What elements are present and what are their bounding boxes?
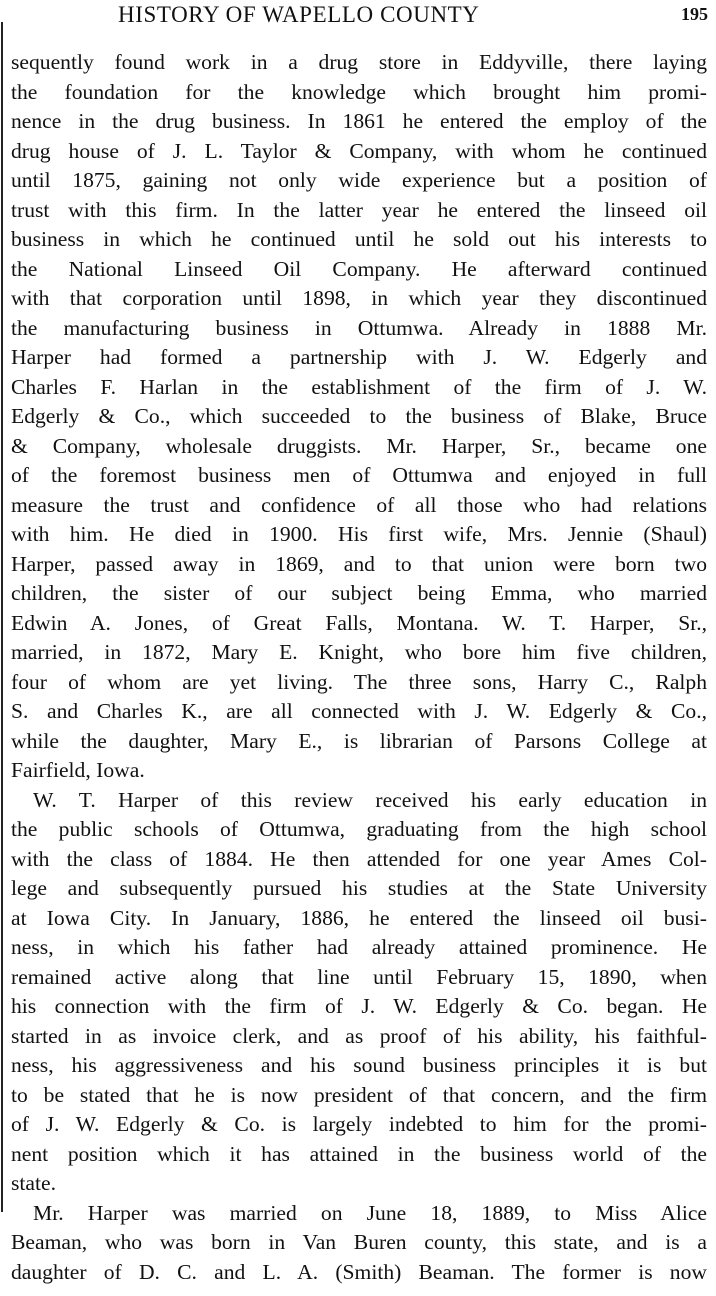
text-line: nent position which it has attained in the business world of the xyxy=(11,1141,707,1166)
text-line: the public schools of Ottumwa, graduating from the high school xyxy=(11,817,707,841)
text-line: children, the sister of our subject being Emma, who married xyxy=(11,581,707,605)
paragraph-3 xyxy=(11,1199,707,1288)
text-line: with that corporation until 1898, in which year they discontinued xyxy=(11,286,707,310)
text-line: while the daughter, Mary E., is librarian of Parsons College at xyxy=(11,728,707,753)
text-line: Edwin A. Jones, of Great Falls, Montana. W. T. Harper, Sr., xyxy=(11,610,707,635)
text-line: business in which he continued until he sold out his interests to xyxy=(11,227,707,251)
text-line: the manufacturing business in Ottumwa. Already in 1888 Mr. xyxy=(11,315,707,340)
text-line: to be stated that he is now president of that concern, and the firm xyxy=(11,1082,707,1107)
text-line: drug house of J. L. Taylor & Company, with whom he continued xyxy=(11,138,707,163)
left-margin-rule xyxy=(1,22,3,1212)
text-line: Mr. Harper was married on June 18, 1889, to Miss Alice xyxy=(33,1200,707,1225)
text-line: state. xyxy=(11,1171,56,1195)
text-line: four of whom are yet living. The three sons, Harry C., Ralph xyxy=(11,669,707,694)
body-text xyxy=(11,48,707,1287)
text-line: the foundation for the knowledge which brought him promi- xyxy=(11,79,707,104)
paragraph-2 xyxy=(11,786,707,1199)
text-line: at Iowa City. In January, 1886, he entered the linseed oil busi- xyxy=(11,905,707,930)
text-line: W. T. Harper of this review received his early education in xyxy=(33,787,707,812)
text-line: nence in the drug business. In 1861 he entered the employ of the xyxy=(11,109,707,133)
text-line: measure the trust and confidence of all those who had relations xyxy=(11,492,707,517)
text-line: started in as invoice clerk, and as proof of his ability, his faithful- xyxy=(11,1023,707,1048)
text-line: his connection with the firm of J. W. Edgerly & Co. began. He xyxy=(11,994,707,1018)
text-line: lege and subsequently pursued his studies at the State University xyxy=(11,876,707,900)
text-line: Harper, passed away in 1869, and to that union were born two xyxy=(11,551,707,576)
text-line: remained active along that line until February 15, 1890, when xyxy=(11,964,707,989)
page-header xyxy=(0,0,716,38)
text-line: married, in 1872, Mary E. Knight, who bore him five children, xyxy=(11,640,707,664)
text-line: Beaman, who was born in Van Buren county, this state, and is a xyxy=(11,1230,707,1254)
text-line: Charles F. Harlan in the establishment of the firm of J. W. xyxy=(11,374,707,399)
text-line: daughter of D. C. and L. A. (Smith) Beaman. The former is now xyxy=(11,1259,707,1284)
text-line: the National Linseed Oil Company. He afterward continued xyxy=(11,256,707,281)
text-line: & Company, wholesale druggists. Mr. Harper, Sr., became one xyxy=(11,433,707,458)
text-line: Edgerly & Co., which succeeded to the business of Blake, Bruce xyxy=(11,404,707,428)
text-line: sequently found work in a drug store in Eddyville, there laying xyxy=(11,50,707,74)
paragraph-1 xyxy=(11,48,707,786)
text-line: Harper had formed a partnership with J. W. Edgerly and xyxy=(11,345,707,369)
text-line: trust with this firm. In the latter year he entered the linseed oil xyxy=(11,197,707,222)
text-line: S. and Charles K., are all connected with J. W. Edgerly & Co., xyxy=(11,699,707,723)
text-line: with the class of 1884. He then attended for one year Ames Col- xyxy=(11,846,707,871)
text-line: ness, his aggressiveness and his sound business principles it is but xyxy=(11,1053,707,1077)
running-title: HISTORY OF WAPELLO COUNTY xyxy=(118,2,480,27)
text-line: of J. W. Edgerly & Co. is largely indebted to him for the promi- xyxy=(11,1112,707,1136)
page-number: 195 xyxy=(681,4,708,24)
text-line: ness, in which his father had already attained prominence. He xyxy=(11,935,707,959)
text-line: until 1875, gaining not only wide experience but a position of xyxy=(11,168,707,192)
text-line: Fairfield, Iowa. xyxy=(11,758,145,782)
text-line: of the foremost business men of Ottumwa and enjoyed in full xyxy=(11,463,707,487)
text-line: with him. He died in 1900. His first wife, Mrs. Jennie (Shaul) xyxy=(11,522,707,546)
